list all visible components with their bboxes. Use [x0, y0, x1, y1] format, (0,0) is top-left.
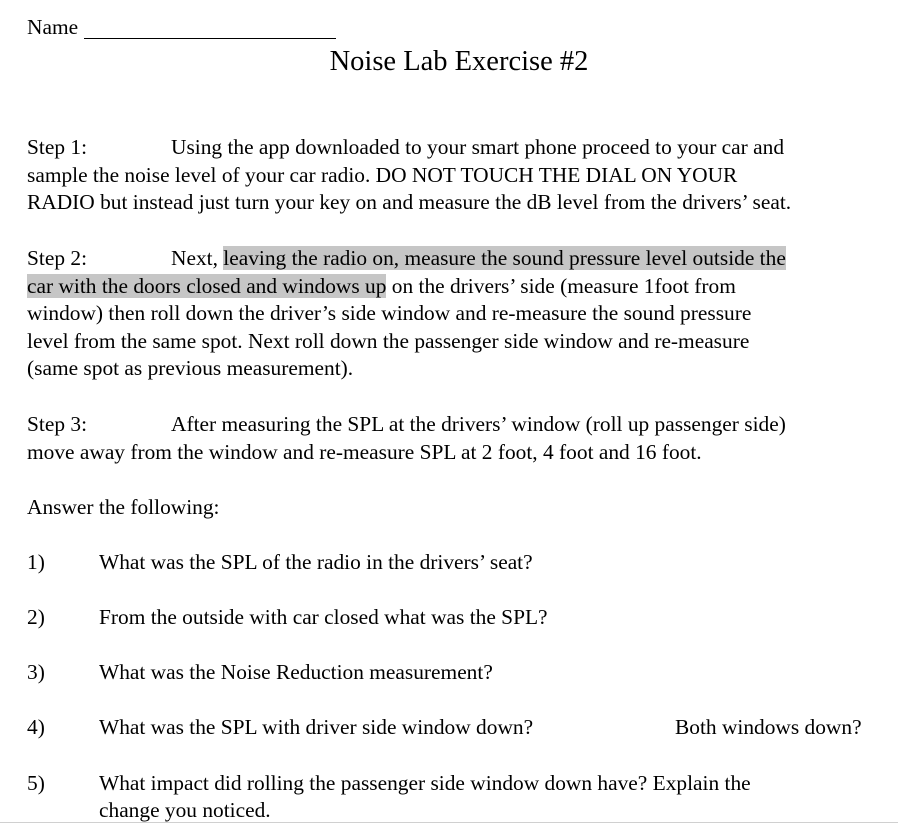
step-3-paragraph: [27, 411, 893, 466]
page-bottom-divider: [0, 822, 898, 823]
step-2-line-1-pre: Next,: [171, 246, 224, 270]
step-2-highlight-1: leaving the radio on, measure the sound pressure level outside the: [223, 246, 786, 270]
step-3-label: Step 3:: [27, 412, 88, 436]
name-label: Name: [27, 15, 79, 39]
question-5-text: What impact did rolling the passenger side window down have? Explain the: [99, 771, 751, 795]
question-1-text: What was the SPL of the radio in the drivers’ seat?: [99, 550, 533, 574]
step-2-line-5: (same spot as previous measurement).: [27, 356, 354, 380]
step-1-line-1: Using the app downloaded to your smart phone proceed to your car and: [171, 135, 785, 159]
step-3-line-1: After measuring the SPL at the drivers’ window (roll up passenger side): [171, 412, 786, 436]
step-2-line-4: level from the same spot. Next roll down the passenger side window and re-measure: [27, 328, 750, 353]
step-1-line-3: RADIO but instead just turn your key on and measure the dB level from the drivers’ seat.: [27, 190, 792, 214]
question-4-extra: Both windows down?: [675, 715, 862, 739]
step-2-line-3: window) then roll down the driver’s side window and re-measure the sound pressure: [27, 301, 752, 325]
step-2-highlight-2: car with the doors closed and windows up: [27, 273, 387, 298]
step-2-label: Step 2:: [27, 246, 88, 270]
question-3-number: 3): [27, 660, 45, 684]
question-2-text: From the outside with car closed what was the SPL?: [99, 605, 548, 629]
step-1-label: Step 1:: [27, 135, 88, 159]
name-blank-line: [84, 38, 336, 39]
question-5-number: 5): [27, 771, 45, 795]
question-5-text-cont: change you noticed.: [99, 798, 271, 822]
question-4-number: 4): [27, 715, 45, 739]
answer-heading: Answer the following:: [27, 495, 220, 519]
question-3-text: What was the Noise Reduction measurement?: [99, 660, 493, 684]
step-1-paragraph: [27, 134, 893, 217]
page-title: Noise Lab Exercise #2: [329, 46, 589, 77]
step-2-line-2-post: on the drivers’ side (measure 1foot from: [386, 273, 736, 298]
question-2-number: 2): [27, 605, 45, 629]
step-3-line-2: move away from the window and re-measure SPL at 2 foot, 4 foot and 16 foot.: [27, 439, 702, 464]
question-1-number: 1): [27, 550, 45, 574]
step-2-paragraph: [27, 245, 893, 383]
question-4-text: What was the SPL with driver side window down?: [99, 715, 534, 739]
step-1-line-2: sample the noise level of your car radio. DO NOT TOUCH THE DIAL ON YOUR: [27, 162, 738, 187]
